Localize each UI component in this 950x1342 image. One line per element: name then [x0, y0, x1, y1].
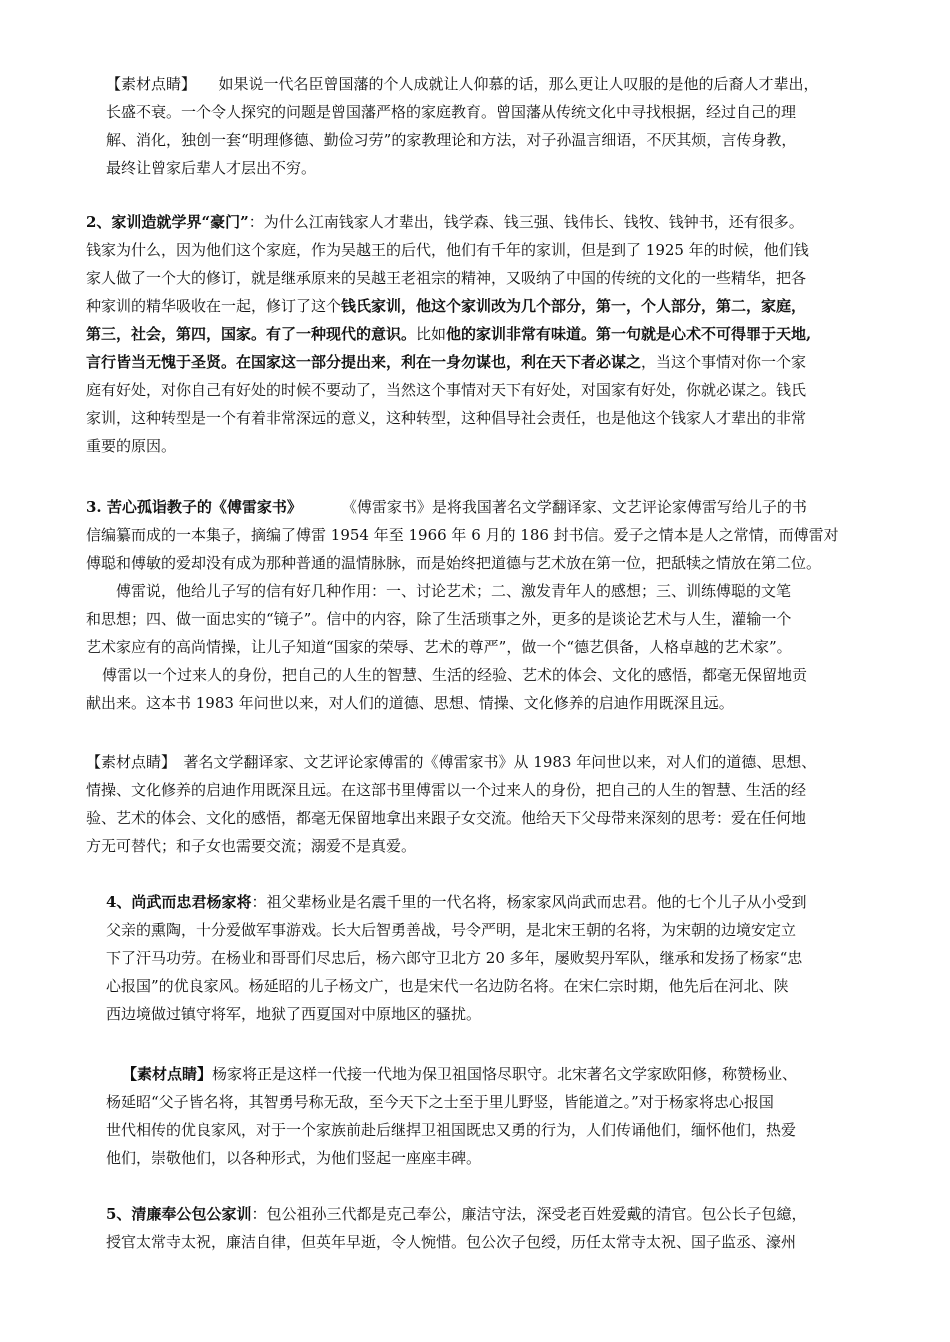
text-line: 情操、文化修养的启迪作用既深且远。在这部书里傅雷以一个过来人的身份，把自己的人生的智慧、生活的经: [86, 781, 807, 799]
paragraph-yang-family: [106, 888, 806, 1028]
text-line: 种家训的精华吸收在一起，修订了这个钱氏家训，他这个家训改为几个部分，第一，个人部分，第二，家庭，: [86, 297, 807, 315]
text-line: 杨延昭“父子皆名将，其智勇号称无敌，至今天下之士至于里儿野竖，皆能道之。”对于杨家将忠心报国: [106, 1093, 774, 1111]
paragraph-yang-family-comment: [106, 1060, 797, 1172]
text-line: 【素材点睛】 如果说一代名臣曾国藩的个人成就让人仰慕的话，那么更让人叹服的是他的后裔人才辈出，: [106, 75, 819, 93]
text-line: 傅聪和傅敏的爱却没有成为那种普通的温情脉脉，而是始终把道德与艺术放在第一位，把舐犊之情放在第二位。: [86, 554, 822, 572]
paragraph-bao-family: [106, 1200, 806, 1256]
section-heading: 3. 苦心孤诣教子的《傅雷家书》: [86, 498, 302, 516]
section-heading: 4、尚武而忠君杨家将: [106, 893, 252, 911]
text-line: 傅雷说，他给儿子写的信有好几种作用：一、讨论艺术；二、激发青年人的感想；三、训练傅聪的文笔: [116, 582, 792, 600]
text-line: 钱家为什么，因为他们这个家庭，作为吴越王的后代，他们有千年的家训，但是到了 1925 年的时候，他们钱: [86, 241, 809, 259]
text-line: 长盛不衰。一个令人探究的问题是曾国藩严格的家庭教育。曾国藩从传统文化中寻找根据，经过自己的理: [106, 103, 797, 121]
text-line: 【素材点睛】 著名文学翻译家、文艺评论家傅雷的《傅雷家书》从 1983 年问世以来，对人们的道德、思想、: [86, 753, 817, 771]
text-line: 言行皆当无愧于圣贤。在国家这一部分提出来，利在一身勿谋也，利在天下者必谋之，当这个事情对你一个家: [86, 353, 807, 371]
text-line: 解、消化，独创一套“明理修德、勤俭习劳”的家教理论和方法，对子孙温言细语，不厌其烦，言传身教，: [106, 131, 797, 149]
text-line: 4、尚武而忠君杨家将：祖父辈杨业是名震千里的一代名将，杨家家风尚武而忠君。他的七个儿子从小受到: [106, 893, 807, 911]
paragraph-zeng-guofan-comment: [106, 70, 819, 182]
text-line: 西边境做过镇守将军，地狱了西夏国对中原地区的骚扰。: [106, 1005, 482, 1023]
text-line: 献出来。这本书 1983 年问世以来，对人们的道德、思想、情操、文化修养的启迪作用既深且远。: [86, 694, 734, 712]
text-line: 2、家训造就学界“豪门”：为什么江南钱家人才辈出，钱学森、钱三强、钱伟长、钱牧、钱钟书，还有很多。: [86, 213, 804, 231]
text-line: 艺术家应有的高尚情操，让儿子知道“国家的荣辱、艺术的尊严”，做一个“德艺俱备，人格卓越的艺术家”。: [86, 638, 792, 656]
text-line: 方无可替代；和子女也需要交流；溺爱不是真爱。: [86, 837, 417, 855]
paragraph-qian-family: [86, 208, 811, 460]
section-heading: 5、清廉奉公包公家训: [106, 1205, 252, 1223]
text-line: 心报国”的优良家风。杨延昭的儿子杨文广，也是宋代一名边防名将。在宋仁宗时期，他先后在河北、陕: [106, 977, 789, 995]
text-line: 和思想；四、做一面忠实的“镜子”。信中的内容，除了生活琐事之外，更多的是谈论艺术与人生，灌输一个: [86, 610, 792, 628]
paragraph-fu-lei: [86, 493, 839, 717]
text-line: 重要的原因。: [86, 437, 177, 455]
section-heading: 2、家训造就学界“豪门”: [86, 213, 249, 231]
text-line: 他们，崇敬他们，以各种形式，为他们竖起一座座丰碑。: [106, 1149, 482, 1167]
text-line: 授官太常寺太祝，廉洁自律，但英年早逝，令人惋惜。包公次子包绶，历任太常寺太祝、国子监丞、濠州: [106, 1233, 797, 1251]
text-line: 最终让曾家后辈人才层出不穷。: [106, 159, 317, 177]
text-line: 下了汗马功劳。在杨业和哥哥们尽忠后，杨六郎守卫北方 20 多年，屡败契丹军队，继承和发扬了杨家“忠: [106, 949, 803, 967]
text-line: 验、艺术的体会、文化的感悟，都毫无保留地拿出来跟子女交流。他给天下父母带来深刻的思考：爱在任何地: [86, 809, 807, 827]
text-line: 父亲的熏陶，十分爱做军事游戏。长大后智勇善战，号令严明，是北宋王朝的名将，为宋朝的边境安定立: [106, 921, 797, 939]
text-line: 傅雷以一个过来人的身份，把自己的人生的智慧、生活的经验、艺术的体会、文化的感悟，都毫无保留地贡: [102, 666, 808, 684]
text-line: 5、清廉奉公包公家训：包公祖孙三代都是克己奉公，廉洁守法，深受老百姓爱戴的清官。包公长子包繶，: [106, 1205, 807, 1223]
text-line: 世代相传的优良家风，对于一个家族前赴后继捍卫祖国既忠又勇的行为，人们传诵他们，缅怀他们，热爱: [106, 1121, 797, 1139]
paragraph-fu-lei-comment: [86, 748, 816, 860]
text-line: 庭有好处，对你自己有好处的时候不要动了，当然这个事情对天下有好处，对国家有好处，你就必谋之。钱氏: [86, 381, 807, 399]
text-line: 3. 苦心孤诣教子的《傅雷家书》 《傅雷家书》是将我国著名文学翻译家、文艺评论家傅雷写给儿子的书: [86, 498, 807, 516]
text-line: 家人做了一个大的修订，就是继承原来的吴越王老祖宗的精神，又吸纳了中国的传统的文化的一些精华，把各: [86, 269, 807, 287]
text-line: 家训，这种转型是一个有着非常深远的意义，这种转型，这种倡导社会责任，也是他这个钱家人才辈出的非常: [86, 409, 807, 427]
text-line: 信编纂而成的一本集子，摘编了傅雷 1954 年至 1966 年 6 月的 186 封书信。爱子之情本是人之常情，而傅雷对: [86, 526, 839, 544]
text-line: 【素材点睛】杨家将正是这样一代接一代地为保卫祖国恪尽职守。北宋著名文学家欧阳修，称赞杨业、: [122, 1065, 798, 1083]
text-line: 第三，社会，第四，国家。有了一种现代的意识。比如他的家训非常有味道。第一句就是心术不可得罪于天地,: [86, 325, 812, 343]
